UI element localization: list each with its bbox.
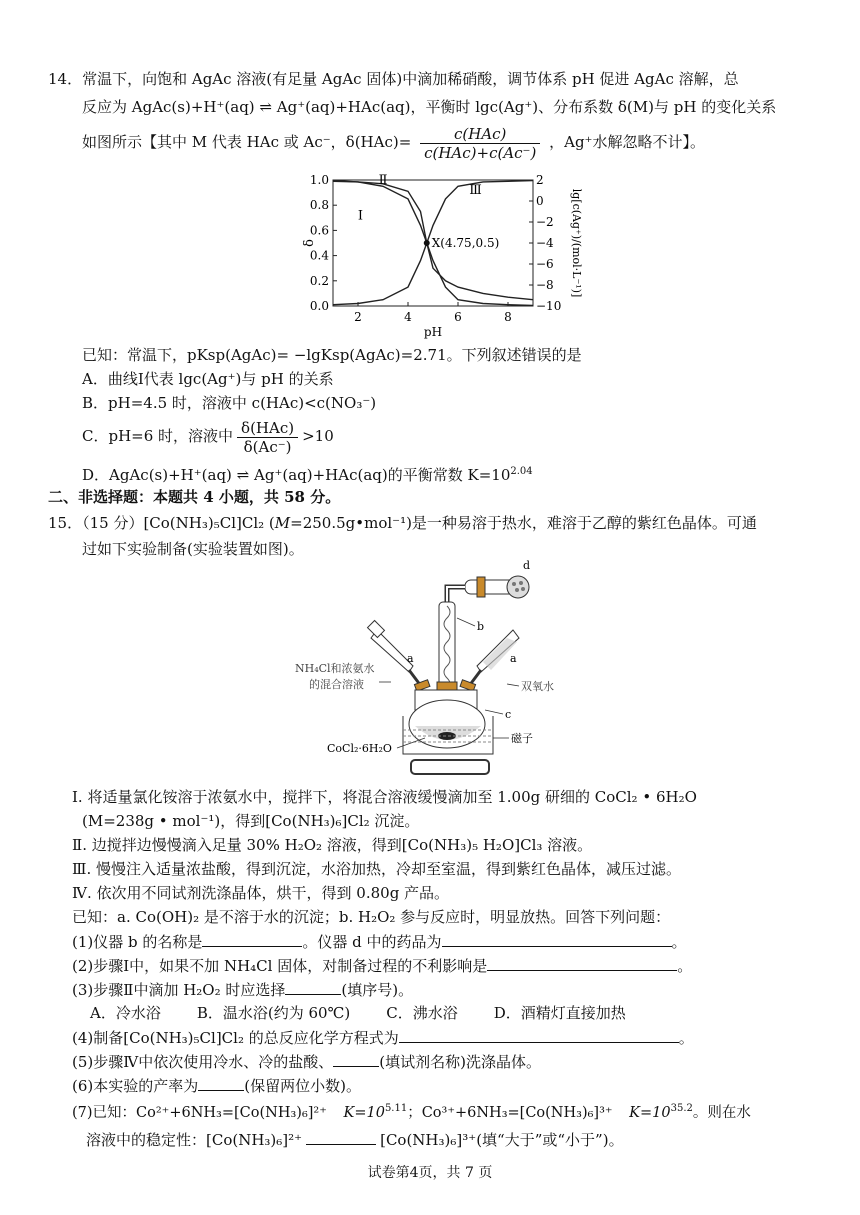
q15-intro-m: M — [274, 514, 291, 532]
x-tick-label: 6 — [454, 310, 462, 324]
fraction-numerator: c(HAc) — [420, 125, 540, 144]
x-tick-label: 4 — [404, 310, 412, 324]
right-dropping-funnel-a-icon — [460, 630, 519, 691]
distribution-chart — [295, 168, 585, 340]
y-tick-label: 0.2 — [309, 273, 329, 288]
label-b: b — [477, 620, 485, 633]
q3-text-a: (3)步骤Ⅱ中滴加 H₂O₂ 时应选择 — [72, 981, 286, 999]
q1-text-b: 。仪器 d 中的药品为 — [302, 933, 442, 951]
q14-line3-pre: 如图所示【其中 M 代表 HAc 或 Ac⁻，δ(HAc)= — [82, 133, 412, 151]
q14-line3 — [82, 120, 705, 164]
y-right-tick-label: −2 — [536, 215, 554, 229]
point-x-marker — [424, 240, 430, 246]
x-tick-label: 8 — [504, 310, 512, 324]
y-right-tick-label: −4 — [536, 236, 554, 250]
q14-line3-post: ，Ag⁺水解忽略不计】。 — [549, 133, 705, 151]
question-7-line-2 — [86, 1128, 624, 1151]
y-right-tick-label: −10 — [536, 299, 562, 313]
x-axis-label: pH — [423, 325, 443, 339]
drying-tube-d-icon — [447, 559, 530, 606]
option-c-post: >10 — [302, 427, 334, 445]
curve-label: Ⅰ — [357, 208, 364, 224]
step-1-line-b: (M=238g • mol⁻¹)，得到[Co(NH₃)₆]Cl₂ 沉淀。 — [82, 812, 420, 830]
q6-text-a: (6)本实验的产率为 — [72, 1077, 199, 1095]
q14-option-c — [82, 414, 334, 458]
q14-line1: 14．常温下，向饱和 AgAc 溶液(有足量 AgAc 固体)中滴加稀硝酸，调节体系 pH 促进 AgAc 溶解，总 — [48, 70, 739, 88]
y-right-tick-label: −8 — [536, 278, 554, 292]
q1-blank-2[interactable] — [442, 930, 672, 947]
label-solid: CoCl₂·6H₂O — [327, 742, 392, 755]
curve-label: Ⅱ — [378, 173, 388, 188]
q3-option-c: C．沸水浴 — [386, 1004, 458, 1022]
q4-text-b: 。 — [678, 1029, 694, 1047]
q6-text-b: (保留两位小数)。 — [244, 1077, 361, 1095]
delta-hac-fraction — [420, 125, 540, 162]
question-7-line-1 — [72, 1098, 751, 1124]
q15-intro-line2: 过如下实验制备(实验装置如图)。 — [82, 540, 304, 558]
y-tick-label: 0.6 — [309, 223, 329, 238]
q3-option-b: B．温水浴(约为 60℃) — [196, 1004, 351, 1022]
q14-line2: 反应为 AgAc(s)+H⁺(aq) ⇌ Ag⁺(aq)+HAc(aq)，平衡时 lgc(Ag⁺)、分布系数 δ(M)与 pH 的变化关系 — [82, 98, 777, 116]
three-neck-flask-c-icon — [409, 690, 511, 748]
q4-blank[interactable] — [399, 1026, 679, 1043]
q14-known: 已知：常温下，pKsp(AgAc)= −lgKsp(AgAc)=2.71。下列叙述错误的是 — [82, 346, 582, 364]
label-stir-bar: 磁子 — [511, 732, 533, 745]
option-d-exponent: 2.04 — [510, 466, 533, 477]
q1-text-c: 。 — [671, 933, 687, 951]
q5-text-a: (5)步骤Ⅳ中依次使用冷水、冷的盐酸、 — [72, 1053, 334, 1071]
option-d-text: D．AgAc(s)+H⁺(aq) ⇌ Ag⁺(aq)+HAc(aq)的平衡常数 K=10 — [82, 466, 511, 484]
q4-text-a: (4)制备[Co(NH₃)₅Cl]Cl₂ 的总反应化学方程式为 — [72, 1029, 399, 1047]
y-tick-label: 0.0 — [309, 299, 329, 313]
q14-option-b: B．pH=4.5 时，溶液中 c(HAc)<c(NO₃⁻) — [82, 394, 377, 412]
q3-option-a: A．冷水浴 — [90, 1004, 161, 1022]
y-right-axis-label: lg[c(Ag⁺)/(mol·L⁻¹)] — [570, 188, 583, 298]
option-c-pre: C．pH=6 时，溶液中 — [82, 427, 234, 445]
fraction-denominator: c(HAc)+c(Ac⁻) — [424, 143, 537, 162]
q7-eq1: (7)已知：Co²⁺+6NH₃=[Co(NH₃)₆]²⁺ — [72, 1104, 327, 1121]
option-c-den: δ(Ac⁻) — [243, 437, 292, 456]
step-4: Ⅳ. 依次用不同试剂洗涤晶体，烘干，得到 0.80g 产品。 — [72, 884, 450, 902]
q7-k1: K=10 — [343, 1104, 385, 1121]
question-5 — [72, 1050, 541, 1073]
q2-text-b: 。 — [677, 957, 693, 975]
q3-text-b: (填序号)。 — [341, 981, 414, 999]
q3-option-d: D．酒精灯直接加热 — [493, 1004, 626, 1022]
y-axis-label: δ — [302, 239, 317, 247]
y-tick-label: 0.4 — [309, 248, 329, 263]
option-c-num: δ(HAc) — [237, 419, 298, 438]
question-6 — [72, 1074, 361, 1097]
q15-intro-line1 — [48, 512, 757, 534]
point-x-annotation: X(4.75,0.5) — [431, 236, 500, 250]
q7-complex-1: 溶液中的稳定性：[Co(NH₃)₆]²⁺ — [86, 1131, 303, 1149]
label-left-reagent-1: NH₄Cl和浓氨水 — [295, 662, 375, 675]
q7-blank[interactable] — [306, 1128, 376, 1145]
q2-text-a: (2)步骤Ⅰ中，如果不加 NH₄Cl 固体，对制备过程的不利影响是 — [72, 957, 488, 975]
q7-post: 。则在水 — [692, 1104, 751, 1121]
q1-blank-1[interactable] — [202, 930, 302, 947]
step-1-line-a: Ⅰ. 将适量氯化铵溶于浓氨水中，搅拌下，将混合溶液缓慢滴加至 1.00g 研细的 CoCl₂ • 6H₂O — [72, 788, 697, 806]
label-left-reagent-2: 的混合溶液 — [309, 678, 364, 691]
stirrer-plate-icon — [411, 760, 489, 774]
apparatus-diagram — [295, 558, 555, 780]
q15-known: 已知：a. Co(OH)₂ 是不溶于水的沉淀；b. H₂O₂ 参与反应时，明显放热。回答下列问题： — [72, 908, 671, 926]
y-tick-label: 1.0 — [309, 173, 329, 187]
left-dropping-funnel-a-icon — [368, 621, 430, 692]
q14-option-d — [82, 461, 533, 486]
section-2-heading: 二、非选择题：本题共 4 小题，共 58 分。 — [48, 488, 341, 506]
label-a-right: a — [510, 652, 517, 665]
q7-complex-2: [Co(NH₃)₆]³⁺ — [380, 1131, 477, 1149]
q5-text-b: (填试剂名称)洗涤晶体。 — [379, 1053, 541, 1071]
curve-label: Ⅲ — [469, 183, 482, 199]
y-right-tick-label: −6 — [536, 257, 554, 271]
q14-option-a: A．曲线Ⅰ代表 lgc(Ag⁺)与 pH 的关系 — [82, 370, 334, 388]
label-d: d — [523, 559, 531, 572]
q15-intro-pre: 15．（15 分）[Co(NH₃)₅Cl]Cl₂ ( — [48, 514, 275, 532]
q7-k1-exponent: 5.11 — [384, 1103, 408, 1114]
y-right-tick-label: 0 — [536, 194, 544, 208]
label-right-reagent: 双氧水 — [521, 680, 554, 693]
question-4 — [72, 1026, 694, 1049]
q15-intro-post: =250.5g•mol⁻¹)是一种易溶于热水，难溶于乙醇的紫红色晶体。可通 — [290, 514, 757, 532]
q7-k2-exponent: 35.2 — [670, 1103, 693, 1114]
q3-blank[interactable] — [285, 978, 341, 995]
q7-eq2: ；Co³⁺+6NH₃=[Co(NH₃)₆]³⁺ — [407, 1104, 613, 1121]
q7-hint: (填“大于”或“小于”)。 — [476, 1131, 624, 1149]
q7-k2: K=10 — [629, 1104, 671, 1121]
q2-blank[interactable] — [487, 954, 677, 971]
step-2: Ⅱ. 边搅拌边慢慢滴入足量 30% H₂O₂ 溶液，得到[Co(NH₃)₅ H₂O]Cl₃ 溶液。 — [72, 836, 593, 854]
label-c: c — [505, 708, 512, 721]
question-3 — [72, 978, 413, 1001]
x-tick-label: 2 — [354, 310, 362, 324]
label-a-left: a — [407, 652, 414, 665]
q6-blank[interactable] — [198, 1074, 244, 1091]
question-2 — [72, 954, 692, 977]
y-right-tick-label: 2 — [536, 173, 544, 187]
y-tick-label: 0.8 — [309, 198, 329, 213]
question-3-options — [90, 1002, 626, 1024]
q5-blank[interactable] — [333, 1050, 379, 1067]
step-3: Ⅲ. 慢慢注入适量浓盐酸，得到沉淀，水浴加热，冷却至室温，得到紫红色晶体，减压过滤。 — [72, 860, 682, 878]
option-c-fraction — [237, 419, 298, 456]
q1-text-a: (1)仪器 b 的名称是 — [72, 933, 203, 951]
question-1 — [72, 930, 687, 953]
page-footer: 试卷第4页，共 7 页 — [367, 1165, 493, 1181]
